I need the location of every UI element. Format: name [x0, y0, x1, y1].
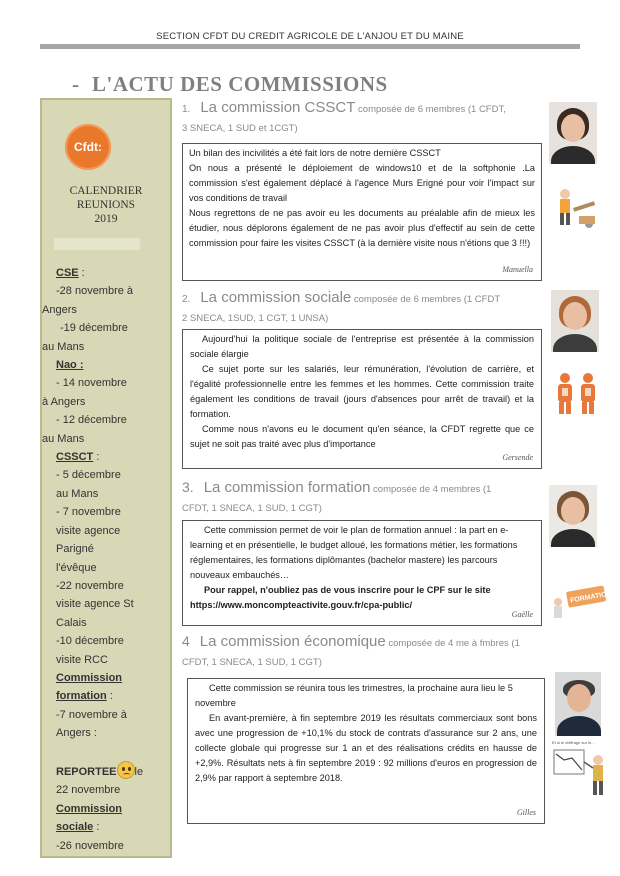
calendar-suffix: le — [134, 765, 144, 778]
calendar-entry: REPORTEE — [56, 765, 117, 778]
commission-title: La commission formation — [203, 479, 371, 496]
page-title — [72, 72, 388, 97]
commission-title: La commission sociale — [200, 289, 352, 306]
calendar-line — [42, 559, 170, 577]
portrait-manuella — [549, 102, 597, 164]
signature: Gilles — [516, 808, 536, 817]
calendar-suffix: : — [106, 690, 113, 703]
calendar-title-line: 2019 — [94, 213, 118, 225]
calendar-heading: Nao : — [56, 359, 84, 372]
calendar-line — [42, 577, 170, 595]
calendar-line — [42, 687, 170, 705]
calendar-line — [42, 706, 170, 724]
calendar-entry: -22 novembre — [56, 579, 124, 592]
calendar-line — [42, 595, 170, 613]
title-text: L'ACTU DES COMMISSIONS — [92, 72, 388, 96]
commission-subtitle: composée de 6 membres (1 CFDT, — [355, 104, 506, 115]
workers-illustration-icon — [551, 184, 601, 239]
calendar-heading: Commission — [56, 671, 123, 684]
calendar-title-line: CALENDRIER — [69, 185, 143, 197]
commission-formation-box — [182, 520, 542, 626]
calendar-entry: à Angers — [42, 395, 86, 408]
paragraph: Ce sujet porte sur les salariés, leur rémunération, l'évolution de carrière, et l'égalité professionnelle entre les femmes et les hommes. Cette commission traite également les conditions de travail (jours d'absences pour arrêt de travail) et la formation. — [190, 364, 534, 419]
header-rule — [40, 44, 580, 49]
paragraph: Cette commission permet de voir le plan de formation annuel : la part en e-learning et en présentielle, le budget alloué, les formations métier, les formations réglementaires, les formations diplômantes (bachelor mastere) les parcours nouveaux embauchés… — [190, 525, 518, 580]
calendar-line — [42, 503, 170, 521]
calendar-entry: - 14 novembre — [56, 377, 127, 390]
commission-subtitle: composée de 6 membres (1 CFDT — [351, 294, 501, 305]
calendar-line — [42, 818, 170, 836]
sad-face-icon — [117, 761, 135, 779]
calendar-line — [42, 319, 170, 337]
cfdt-logo-text: Cfdt: — [74, 140, 102, 154]
calendar-entry: visite agence St — [56, 598, 134, 611]
calendar-entry: Angers : — [56, 727, 97, 740]
commission-sociale-box — [182, 329, 542, 469]
commission-title: La commission économique — [199, 633, 386, 650]
commission-cssct-box — [182, 143, 542, 281]
sidebar-strip — [54, 238, 140, 250]
illustration-caption: Et si le chiffrage sur le... — [552, 740, 595, 745]
team-illustration-icon — [552, 368, 602, 423]
commission-number: 1. — [182, 104, 191, 115]
calendar-entry: au Mans — [42, 432, 85, 445]
signature: Gaëlle — [511, 610, 533, 619]
calendar-line — [42, 743, 170, 761]
calendar-line — [42, 356, 170, 374]
calendar-line — [42, 837, 170, 855]
commission-subtitle-2: 3 SNECA, 1 SUD et 1CGT) — [182, 123, 298, 134]
cpf-reminder: Pour rappel, n'oubliez pas de vous inscrire pour le CPF sur le site — [204, 585, 491, 595]
calendar-line — [42, 761, 170, 781]
calendar-line — [42, 781, 170, 799]
calendar-suffix: : — [78, 267, 85, 279]
calendar-line — [42, 338, 170, 356]
commission-subtitle-2: CFDT, 1 SNECA, 1 SUD, 1 CGT) — [182, 657, 322, 668]
paragraph: Un bilan des incivilités a été fait lors de notre dernière CSSCT — [189, 148, 441, 158]
calendar-line — [42, 466, 170, 484]
calendar-entry: -28 novembre à — [56, 285, 134, 298]
calendar-entry: -26 novembre — [56, 839, 124, 852]
portrait-gilles — [555, 672, 601, 736]
calendar-line — [42, 448, 170, 466]
calendar-entry: 22 novembre — [56, 784, 121, 797]
commission-cssct-heading — [182, 98, 552, 138]
calendar-title-line: REUNIONS — [76, 199, 136, 211]
cpf-link[interactable]: https://www.moncompteactivite.gouv.fr/cpa-public/ — [190, 600, 413, 610]
commission-number: 4 — [182, 633, 190, 649]
calendar-line — [42, 540, 170, 558]
title-dash: - — [72, 72, 80, 96]
calendar-line — [42, 485, 170, 503]
signature: Gersende — [502, 453, 533, 462]
calendar-line — [42, 393, 170, 411]
commission-title: La commission CSSCT — [200, 99, 356, 116]
calendar-suffix: : — [93, 451, 100, 464]
calendar-entry: visite agence — [56, 524, 121, 537]
commission-sociale-heading — [182, 288, 552, 328]
calendar-sidebar — [40, 98, 172, 858]
calendar-entry: visite RCC — [56, 653, 108, 666]
commission-subtitle-2: 2 SNECA, 1SUD, 1 CGT, 1 UNSA) — [182, 313, 329, 324]
calendar-line — [42, 632, 170, 650]
calendar-heading: CSSCT — [56, 451, 94, 464]
formation-illustration-icon — [548, 580, 613, 625]
calendar-line — [42, 614, 170, 632]
calendar-entry: l'évêque — [56, 561, 97, 574]
calendar-entry: - 12 décembre — [56, 414, 127, 427]
commission-economique-heading — [182, 632, 552, 672]
paragraph: Comme nous n'avons eu le document qu'en séance, la CFDT regrette que ce sujet ne soit pas traité avec plus d'importance — [190, 424, 534, 449]
calendar-line — [42, 282, 170, 300]
calendar-line — [42, 724, 170, 742]
calendar-line — [42, 800, 170, 818]
calendar-entry: Calais — [56, 616, 87, 629]
paragraph: Cette commission se réunira tous les trimestres, la prochaine aura lieu le 5 novembre — [195, 683, 513, 708]
commission-subtitle: composée de 4 membres (1 — [370, 484, 492, 495]
commission-number: 3. — [182, 479, 194, 495]
calendar-entry: Parigné — [56, 543, 94, 556]
calendar-heading: CSE — [56, 267, 79, 279]
cfdt-logo — [65, 124, 111, 170]
paragraph: On nous a présenté le déploiement de windows10 et de la softphonie .La commission s'est également déplacé à l'agence Murs Erigné pour voir l'impact sur vos conditions de travail — [189, 163, 535, 203]
commission-economique-box — [187, 678, 545, 824]
calendar-entry: - 7 novembre — [56, 506, 121, 519]
calendar-heading: Commission — [56, 802, 123, 815]
paragraph: Nous regrettons de ne pas avoir eu les documents au préalable afin de mieux les étudier, nous déplorons également de ne pas avoir plus d'effectif au sein de cette commission pour faire les visites CSSCT (à la dernière visite nous n'étions que 3 !!!) — [189, 208, 535, 248]
calendar-list — [42, 264, 170, 855]
calendar-line — [42, 651, 170, 669]
commission-subtitle: composée de 4 me à fmbres (1 — [385, 638, 520, 649]
paragraph: En avant-première, à fin septembre 2019 les résultats commerciaux sont bons avec une progression de +10,1% du stock de contrats d'assurance sur 2 ans, une collecte globale qui progresse sur 1 an et des réalisations crédits en hausse de +2,9%. Résultats nets à fin septembre 2019 : 92 millions d'euros en progression de 2,9% par rapport à septembre 2018. — [195, 713, 537, 783]
calendar-line — [42, 301, 170, 319]
commission-subtitle-2: CFDT, 1 SNECA, 1 SUD, 1 CGT) — [182, 503, 322, 514]
calendar-line — [42, 669, 170, 687]
calendar-entry: au Mans — [42, 340, 85, 353]
calendar-entry: Angers — [42, 303, 77, 316]
page-header: SECTION CFDT DU CREDIT AGRICOLE DE L'ANJOU ET DU MAINE — [156, 31, 464, 42]
calendar-entry: - 5 décembre — [56, 469, 121, 482]
calendar-line — [42, 374, 170, 392]
calendar-entry: -19 décembre — [60, 322, 128, 335]
signature: Manuella — [502, 265, 533, 274]
calendar-entry: -10 décembre — [56, 635, 124, 648]
calendar-title — [42, 184, 170, 226]
calendar-entry: au Mans — [56, 487, 99, 500]
portrait-gaelle — [549, 485, 597, 547]
calendar-line — [42, 430, 170, 448]
commission-formation-heading — [182, 478, 552, 518]
calendar-entry: -7 novembre à — [56, 708, 127, 721]
calendar-heading: sociale — [56, 821, 94, 834]
calendar-line — [42, 522, 170, 540]
portrait-gersende — [551, 290, 599, 352]
calendar-heading: formation — [56, 690, 107, 703]
commission-number: 2. — [182, 294, 191, 305]
formation-badge: FORMATION — [569, 590, 613, 605]
calendar-suffix: : — [93, 821, 100, 834]
calendar-line — [42, 411, 170, 429]
calendar-line — [42, 264, 170, 282]
paragraph: Aujourd'hui la politique sociale de l'entreprise est présentée à la commission sociale élargie — [190, 334, 534, 359]
